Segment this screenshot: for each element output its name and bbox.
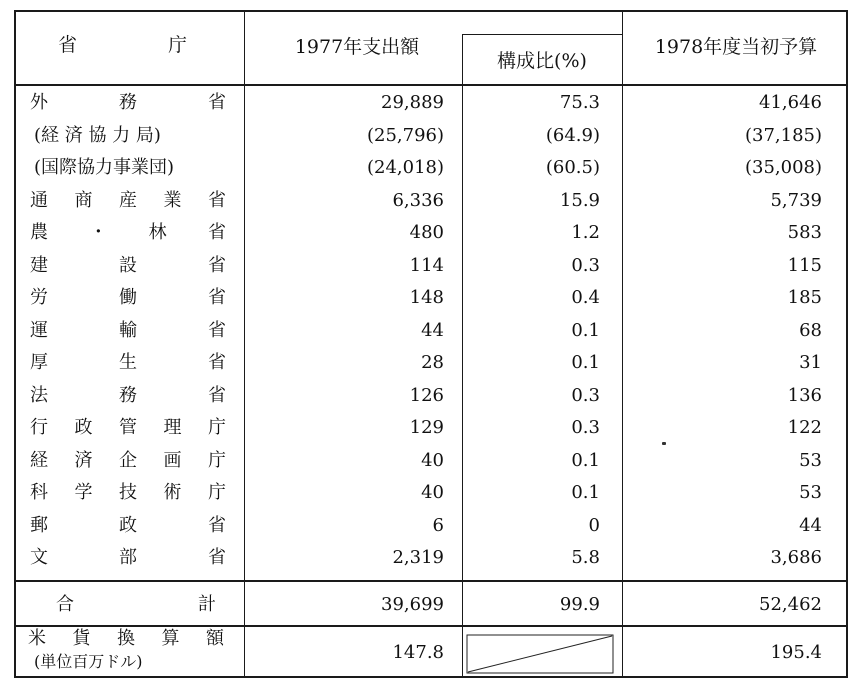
row-name-char: ・ [89, 222, 108, 243]
bottom-rule [14, 676, 848, 678]
row-name-char: 省 [208, 287, 226, 308]
row-name-char: 管 [119, 417, 137, 438]
row-expenditure: 126 [409, 385, 444, 406]
row-expenditure: 6 [432, 515, 444, 536]
right-border [846, 10, 848, 678]
row-expenditure: 114 [409, 255, 444, 276]
row-ratio: (60.5) [545, 157, 600, 178]
row-name-char: 省 [208, 190, 226, 211]
row-ratio: 5.8 [571, 547, 600, 568]
row-name-char: 省 [208, 515, 226, 536]
row-ministry-name [30, 387, 226, 405]
row-name-char: 文 [30, 547, 48, 568]
row-name-char: 働 [119, 287, 137, 308]
row-budget: 5,739 [770, 190, 822, 211]
row-expenditure: 148 [409, 287, 444, 308]
total-expenditure: 39,699 [381, 594, 444, 615]
row-name-char: 庁 [208, 417, 226, 438]
col1-rule [244, 10, 245, 678]
row-ratio: 0.3 [571, 255, 600, 276]
row-name-char: 設 [119, 255, 137, 276]
usd-char-1: 米 [28, 628, 46, 649]
stray-dot [662, 442, 666, 445]
row-ratio: 1.2 [571, 222, 600, 243]
row-budget: 136 [787, 385, 822, 406]
row-name-char: 厚 [30, 352, 48, 373]
row-ratio: 0.4 [571, 287, 600, 308]
header-expenditure-1977: 1977年支出額 [294, 36, 420, 58]
row-budget: 115 [787, 255, 822, 276]
row-expenditure: 40 [421, 482, 444, 503]
total-label-1: 合 [56, 594, 74, 615]
row-ratio: 75.3 [559, 92, 600, 113]
row-expenditure: 44 [421, 320, 444, 341]
row-ratio: 0.3 [571, 417, 600, 438]
row-name-char: 産 [119, 190, 137, 211]
total-top-rule [14, 580, 848, 582]
header-ministry-2: 庁 [168, 34, 188, 56]
row-name-char: 業 [163, 190, 182, 211]
row-name-char: 企 [119, 450, 137, 471]
row-ministry-name [30, 419, 226, 437]
row-expenditure: 6,336 [392, 190, 444, 211]
row-name-char: 術 [163, 482, 182, 503]
row-name-char: 庁 [208, 482, 226, 503]
row-ministry-name [30, 322, 226, 340]
row-name-char: 省 [207, 222, 226, 243]
row-name-char: 農 [30, 222, 48, 243]
row-expenditure: 29,889 [381, 92, 444, 113]
row-name-char: 科 [30, 482, 48, 503]
row-expenditure: 2,319 [392, 547, 444, 568]
row-name-char: 政 [74, 417, 93, 438]
row-expenditure: 129 [409, 417, 444, 438]
left-border [14, 10, 16, 678]
row-sub-label: (国際協力事業団) [34, 157, 175, 178]
row-name-char: 郵 [30, 515, 48, 536]
col3-rule [622, 10, 623, 678]
row-name-char: 省 [208, 385, 226, 406]
row-budget: (37,185) [744, 125, 822, 146]
row-ratio: 0.1 [571, 320, 600, 341]
row-ministry-name [30, 94, 226, 112]
header-ministry-1: 省 [58, 34, 78, 56]
row-budget: 53 [799, 450, 822, 471]
header-budget-1978: 1978年度当初予算 [654, 36, 818, 58]
row-name-char: 商 [74, 190, 93, 211]
row-ministry-name [30, 224, 226, 242]
row-expenditure: 28 [421, 352, 444, 373]
row-name-char: 済 [74, 450, 93, 471]
row-expenditure: (25,796) [366, 125, 444, 146]
usd-char-4: 算 [161, 628, 180, 649]
row-name-char: 理 [163, 417, 182, 438]
header-rule [14, 84, 848, 86]
row-name-char: 政 [119, 515, 137, 536]
row-expenditure: 480 [409, 222, 444, 243]
row-ministry-name [30, 289, 226, 307]
row-ministry-name [30, 192, 226, 210]
row-budget: 583 [787, 222, 822, 243]
row-name-char: 林 [148, 222, 167, 243]
usd-budget: 195.4 [770, 642, 822, 663]
row-name-char: 務 [119, 385, 137, 406]
row-budget: 53 [799, 482, 822, 503]
row-ministry-name [30, 354, 226, 372]
row-ministry-name [30, 452, 226, 470]
row-budget: 41,646 [759, 92, 822, 113]
row-name-char: 庁 [208, 450, 226, 471]
row-ratio: 0.1 [571, 450, 600, 471]
row-ratio: (64.9) [545, 125, 600, 146]
row-name-char: 生 [119, 352, 137, 373]
row-name-char: 行 [30, 417, 48, 438]
row-name-char: 技 [119, 482, 137, 503]
row-ministry-name [30, 549, 226, 567]
row-ministry-name [30, 484, 226, 502]
row-name-char: 省 [208, 255, 226, 276]
ratio-header-rule [462, 34, 622, 35]
total-ratio: 99.9 [559, 594, 600, 615]
row-ministry-name [30, 257, 226, 275]
row-name-char: 外 [30, 92, 48, 113]
usd-char-3: 換 [117, 628, 135, 649]
header-ratio: 構成比(%) [497, 50, 587, 72]
col2-rule [462, 34, 463, 678]
row-expenditure: (24,018) [366, 157, 444, 178]
total-bottom-rule [14, 625, 848, 627]
row-name-char: 輸 [119, 320, 137, 341]
row-ratio: 0.1 [571, 352, 600, 373]
row-name-char: 画 [163, 450, 182, 471]
row-budget: 68 [799, 320, 822, 341]
usd-unit: (単位百万ドル) [34, 652, 143, 671]
row-name-char: 務 [119, 92, 137, 113]
row-name-char: 省 [208, 352, 226, 373]
usd-expenditure: 147.8 [392, 642, 444, 663]
row-name-char: 省 [208, 547, 226, 568]
row-ratio: 0 [588, 515, 600, 536]
row-name-char: 法 [30, 385, 48, 406]
row-name-char: 省 [208, 92, 226, 113]
row-name-char: 建 [30, 255, 48, 276]
row-name-char: 運 [30, 320, 48, 341]
diagonal-slash [466, 634, 614, 674]
row-name-char: 部 [119, 547, 137, 568]
row-ministry-name [30, 517, 226, 535]
row-sub-label: (経 済 協 力 局) [34, 125, 161, 146]
row-budget: 44 [799, 515, 822, 536]
row-name-char: 労 [30, 287, 48, 308]
row-name-char: 学 [74, 482, 93, 503]
row-budget: 122 [787, 417, 822, 438]
row-budget: (35,008) [744, 157, 822, 178]
row-ratio: 0.1 [571, 482, 600, 503]
usd-label [28, 630, 224, 648]
row-name-char: 省 [208, 320, 226, 341]
row-ratio: 0.3 [571, 385, 600, 406]
row-name-char: 通 [30, 190, 48, 211]
usd-char-5: 額 [206, 628, 224, 649]
row-budget: 31 [799, 352, 822, 373]
top-rule [14, 10, 848, 12]
total-budget: 52,462 [759, 594, 822, 615]
row-budget: 3,686 [770, 547, 822, 568]
total-label-2: 計 [198, 594, 216, 615]
row-name-char: 経 [30, 450, 48, 471]
row-expenditure: 40 [421, 450, 444, 471]
usd-char-2: 貨 [72, 628, 91, 649]
row-budget: 185 [787, 287, 822, 308]
row-ratio: 15.9 [559, 190, 600, 211]
